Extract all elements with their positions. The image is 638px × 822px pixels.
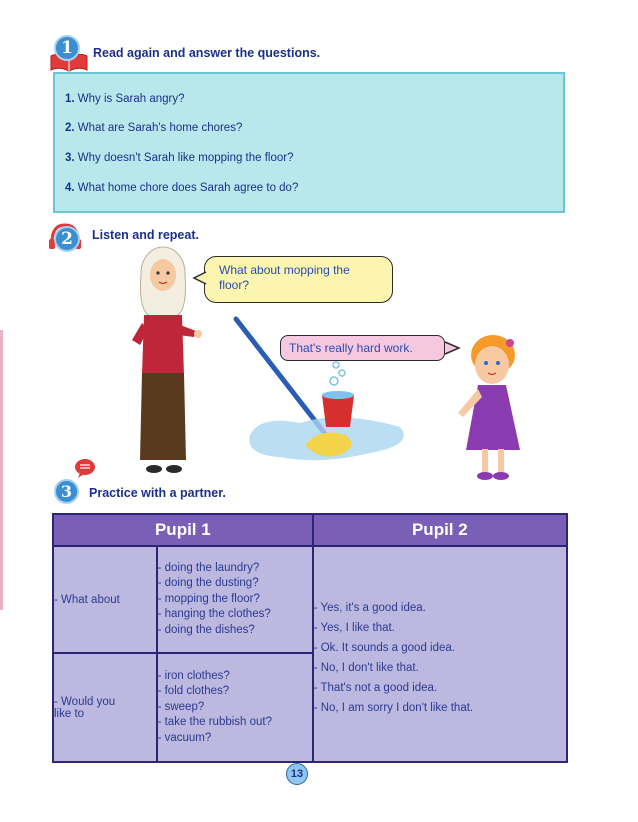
response-item: - No, I don't like that. bbox=[313, 661, 419, 674]
section-number-2: 2 bbox=[54, 226, 80, 252]
option-item: - fold clothes? bbox=[157, 685, 230, 698]
option-item: - doing the laundry? bbox=[157, 561, 260, 574]
option-item: - iron clothes? bbox=[157, 669, 230, 682]
question-number: 4. bbox=[65, 182, 75, 194]
table-header-row bbox=[53, 514, 567, 546]
response-item: - Yes, I like that. bbox=[313, 621, 395, 634]
speech-bubble-girl bbox=[280, 335, 445, 361]
prompt-would-you-like-to: - Would you like to bbox=[54, 695, 116, 720]
option-item: - vacuum? bbox=[157, 731, 212, 744]
options-cell bbox=[157, 653, 313, 762]
question-text: Why doesn't Sarah like mopping the floor? bbox=[77, 152, 294, 164]
responses-cell bbox=[313, 546, 567, 762]
question-number: 2. bbox=[65, 122, 75, 134]
section-2-heading: Listen and repeat. bbox=[92, 228, 199, 242]
section-1-heading: Read again and answer the questions. bbox=[93, 46, 321, 60]
practice-table bbox=[52, 513, 568, 763]
question-4 bbox=[65, 182, 298, 194]
response-item: - That's not a good idea. bbox=[313, 681, 438, 694]
question-3 bbox=[65, 152, 294, 164]
prompt-what-about: - What about bbox=[54, 593, 120, 606]
question-box bbox=[53, 72, 565, 213]
option-item: - doing the dusting? bbox=[157, 577, 259, 590]
bubble-tail-mother bbox=[192, 270, 208, 286]
section-number-1: 1 bbox=[54, 35, 80, 61]
section-3-heading: Practice with a partner. bbox=[89, 486, 226, 500]
options-cell bbox=[157, 546, 313, 653]
option-item: - mopping the floor? bbox=[157, 592, 260, 605]
option-item: - sweep? bbox=[157, 700, 205, 713]
header-pupil-1: Pupil 1 bbox=[53, 514, 313, 546]
table-row bbox=[53, 546, 567, 653]
option-item: - doing the dishes? bbox=[157, 623, 255, 636]
option-item: - hanging the clothes? bbox=[157, 608, 271, 621]
question-text: What home chore does Sarah agree to do? bbox=[77, 182, 299, 194]
prompt-cell bbox=[53, 546, 157, 653]
question-number: 3. bbox=[65, 152, 75, 164]
option-item: - take the rubbish out? bbox=[157, 716, 273, 729]
question-text: Why is Sarah angry? bbox=[77, 93, 185, 105]
prompt-cell bbox=[53, 653, 157, 762]
speech-bubble-mother bbox=[204, 256, 393, 303]
question-text: What are Sarah's home chores? bbox=[77, 122, 243, 134]
response-item: - Yes, it's a good idea. bbox=[313, 601, 426, 614]
question-1 bbox=[65, 93, 185, 105]
question-number: 1. bbox=[65, 93, 75, 105]
speech-bubble-girl-text: That's really hard work. bbox=[289, 341, 413, 355]
section-number-3: 3 bbox=[54, 479, 79, 504]
girl-illustration bbox=[448, 325, 533, 490]
response-item: - No, I am sorry I don't like that. bbox=[313, 701, 474, 714]
response-item: - Ok. It sounds a good idea. bbox=[313, 641, 455, 654]
speech-bubble-mother-text: What about mopping the floor? bbox=[219, 263, 350, 292]
speech-icon bbox=[74, 458, 96, 478]
question-2 bbox=[65, 122, 242, 134]
page-edge-strip bbox=[0, 330, 3, 610]
header-pupil-2: Pupil 2 bbox=[313, 514, 567, 546]
page-number: 13 bbox=[286, 763, 308, 785]
